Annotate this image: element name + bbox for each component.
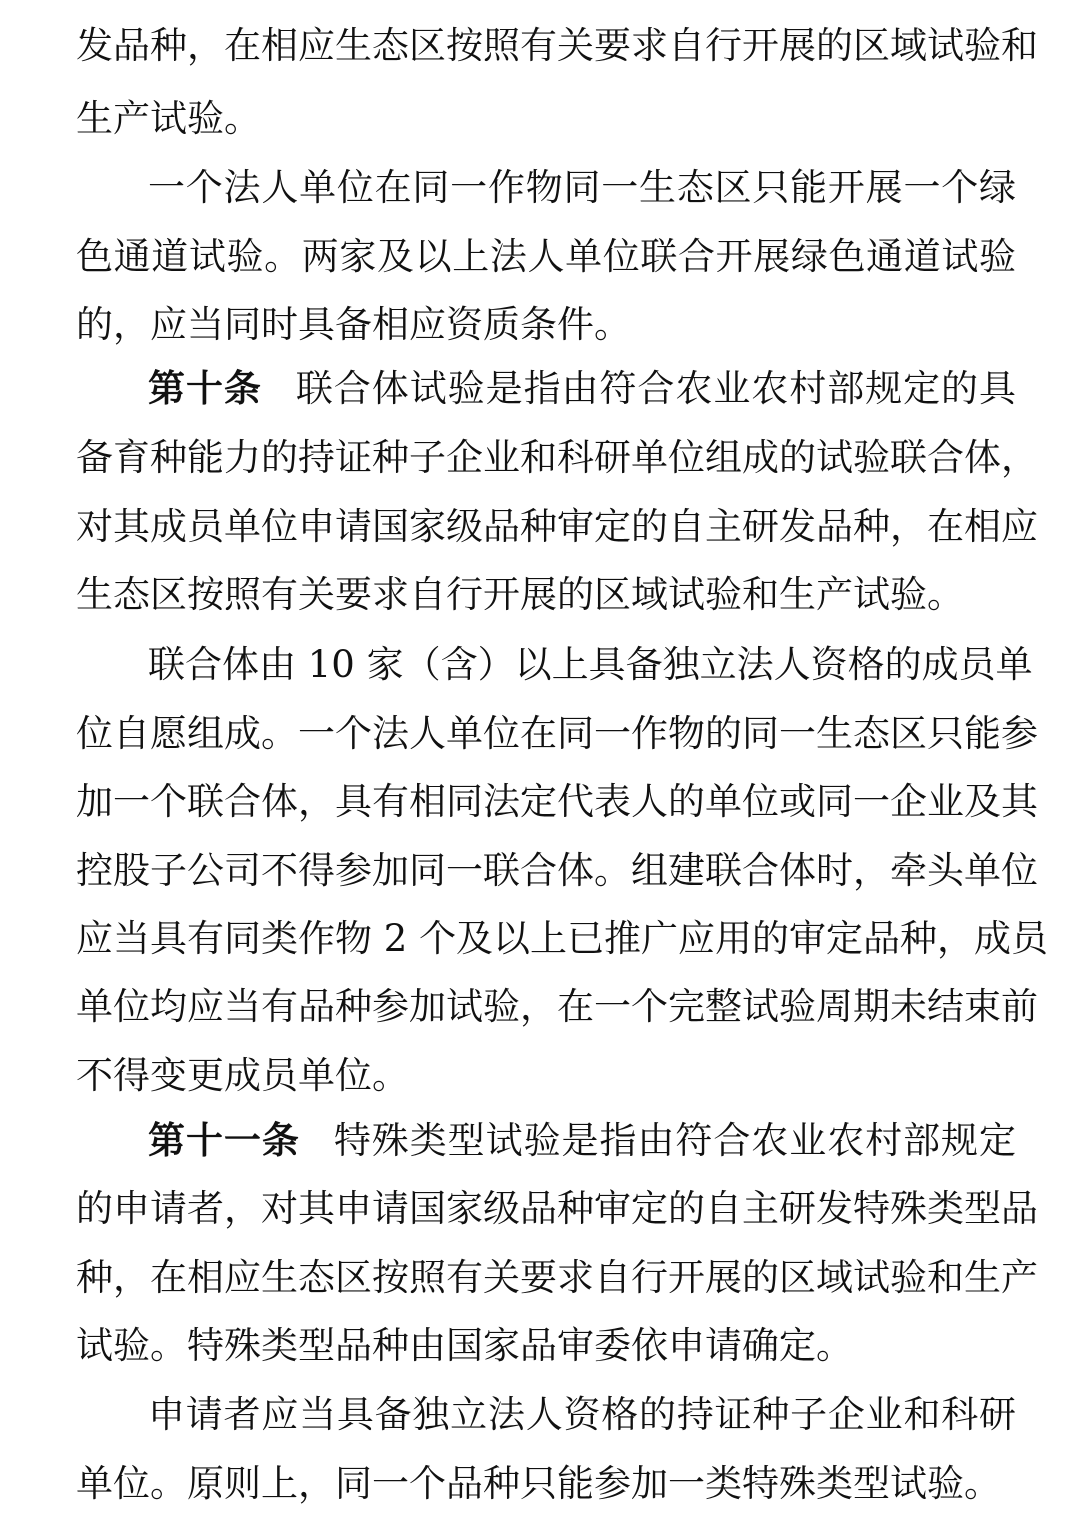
text-line: 对其成员单位申请国家级品种审定的自主研发品种，在相应: [76, 505, 1038, 548]
article-11-first-line: [148, 1108, 1016, 1174]
text-line: 一个法人单位在同一作物同一生态区只能开展一个绿: [148, 166, 1016, 209]
text-line: 联合体试验是指由符合农业农村部规定的具: [295, 367, 1017, 410]
text-line: 生产试验。: [76, 97, 261, 140]
text-line: 申请者应当具备独立法人资格的持证种子企业和科研: [148, 1393, 1016, 1436]
article-11-heading: 第十一条: [148, 1119, 300, 1162]
text-line: 的申请者，对其申请国家级品种审定的自主研发特殊类型品: [76, 1187, 1038, 1230]
text-line: 应当具有同类作物 2 个及以上已推广应用的审定品种，成员: [76, 917, 1049, 960]
article-10-heading: 第十条: [148, 367, 262, 410]
text-line: 种，在相应生态区按照有关要求自行开展的区域试验和生产: [76, 1256, 1038, 1299]
text-line: 特殊类型试验是指由符合农业农村部规定: [333, 1119, 1017, 1162]
text-line: 生态区按照有关要求自行开展的区域试验和生产试验。: [76, 573, 964, 616]
article-10-first-line: [148, 356, 1016, 422]
text-line: 不得变更成员单位。: [76, 1054, 409, 1097]
text-line: 联合体由 10 家（含）以上具备独立法人资格的成员单: [148, 643, 1033, 686]
text-line: 试验。特殊类型品种由国家品审委依申请确定。: [76, 1324, 853, 1367]
text-line: 位自愿组成。一个法人单位在同一作物的同一生态区只能参: [76, 712, 1038, 755]
text-line: 控股子公司不得参加同一联合体。组建联合体时，牵头单位: [76, 849, 1038, 892]
text-line: 备育种能力的持证种子企业和科研单位组成的试验联合体，: [76, 436, 1038, 479]
text-line: 发品种，在相应生态区按照有关要求自行开展的区域试验和: [76, 24, 1038, 67]
text-line: 色通道试验。两家及以上法人单位联合开展绿色通道试验: [76, 235, 1016, 278]
text-line: 的，应当同时具备相应资质条件。: [76, 303, 631, 346]
text-line: 单位均应当有品种参加试验，在一个完整试验周期未结束前: [76, 985, 1038, 1028]
text-line: 加一个联合体，具有相同法定代表人的单位或同一企业及其: [76, 780, 1038, 823]
document-page: [76, 0, 1049, 1528]
text-line: 单位。原则上，同一个品种只能参加一类特殊类型试验。: [76, 1462, 1001, 1505]
